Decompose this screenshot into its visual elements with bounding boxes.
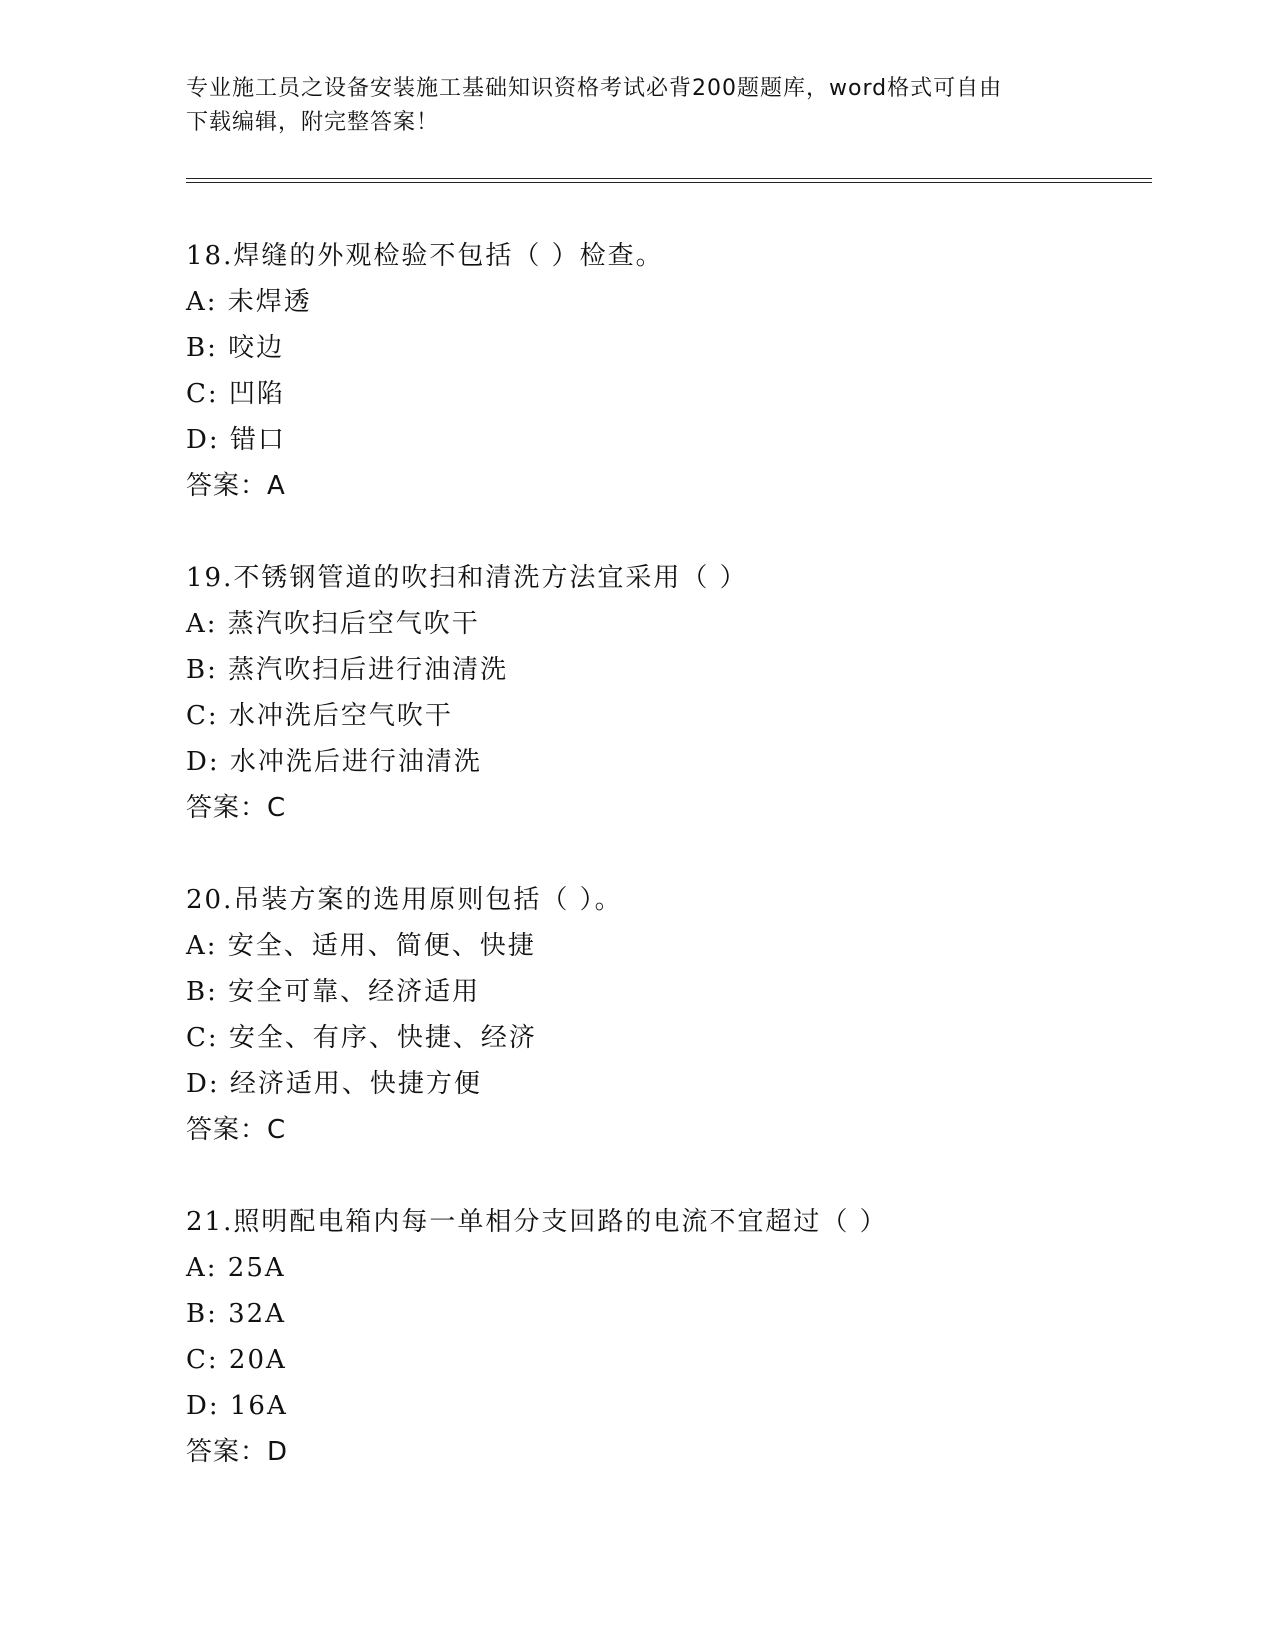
answer-line: 答案：A <box>186 471 286 501</box>
option-a: A: 安全、适用、简便、快捷 <box>186 931 536 961</box>
option-c: C: 水冲洗后空气吹干 <box>186 701 453 731</box>
option-c: C: 20A <box>186 1345 287 1375</box>
question-stem: 20.吊装方案的选用原则包括（ ）。 <box>186 885 623 915</box>
option-b: B: 蒸汽吹扫后进行油清洗 <box>186 655 509 685</box>
option-c: C: 安全、有序、快捷、经济 <box>186 1023 537 1053</box>
answer-line: 答案：C <box>186 1115 287 1145</box>
question-stem: 21.照明配电箱内每一单相分支回路的电流不宜超过（ ） <box>186 1207 888 1237</box>
document-header <box>186 72 1086 140</box>
option-d: D: 错口 <box>186 425 286 455</box>
option-d: D: 水冲洗后进行油清洗 <box>186 747 482 777</box>
header-line-1: 专业施工员之设备安装施工基础知识资格考试必背200题题库，word格式可自由 <box>186 76 1003 101</box>
option-a: A: 未焊透 <box>186 287 312 317</box>
option-d: D: 16A <box>186 1391 288 1421</box>
question-19 <box>186 555 1146 831</box>
answer-line: 答案：D <box>186 1437 289 1467</box>
option-b: B: 咬边 <box>186 333 285 363</box>
question-stem: 19.不锈钢管道的吹扫和清洗方法宜采用（ ） <box>186 563 748 593</box>
header-divider-bottom <box>186 182 1152 183</box>
option-c: C: 凹陷 <box>186 379 285 409</box>
header-line-2: 下载编辑，附完整答案！ <box>186 110 440 135</box>
option-d: D: 经济适用、快捷方便 <box>186 1069 482 1099</box>
option-a: A: 蒸汽吹扫后空气吹干 <box>186 609 480 639</box>
question-21 <box>186 1199 1146 1475</box>
option-a: A: 25A <box>186 1253 286 1283</box>
question-stem: 18.焊缝的外观检验不包括（ ）检查。 <box>186 241 664 271</box>
answer-line: 答案：C <box>186 793 287 823</box>
header-divider-top <box>186 178 1152 179</box>
question-20 <box>186 877 1146 1153</box>
question-18 <box>186 233 1146 509</box>
option-b: B: 安全可靠、经济适用 <box>186 977 481 1007</box>
option-b: B: 32A <box>186 1299 286 1329</box>
